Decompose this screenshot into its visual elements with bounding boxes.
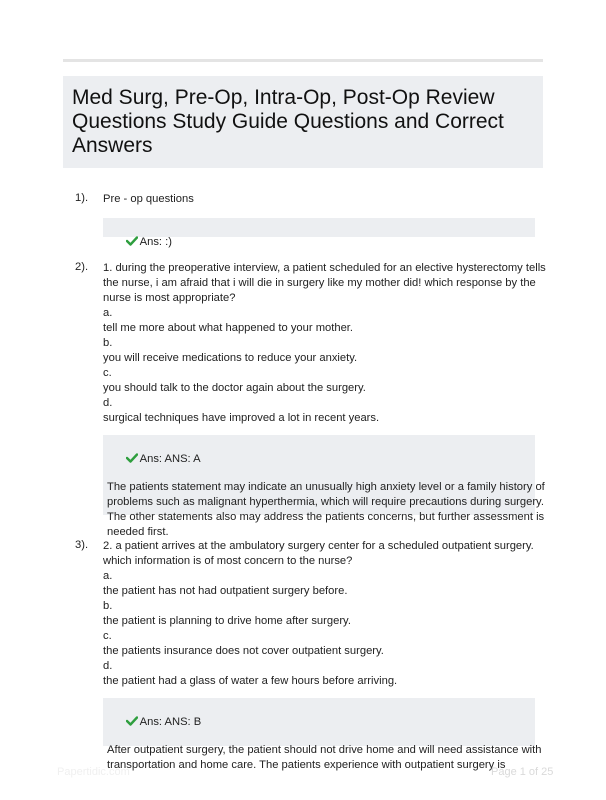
answer-label: Ans: ANS: A: [139, 453, 201, 465]
check-icon: [126, 236, 138, 246]
question-line: the nurse, i am afraid that i will die in surgery like my mother did! which response by the: [103, 277, 536, 289]
top-divider: [63, 59, 543, 62]
answer-explanation-line: needed first.: [107, 526, 169, 538]
document-title: Med Surg, Pre-Op, Intra-Op, Post-Op Review Questions Study Guide Questions and Correct Answers: [72, 86, 504, 157]
answer-explanation-line: The other statements also may address the patients concerns, but further assessment is: [107, 511, 545, 523]
option-letter: d.: [103, 397, 113, 409]
option-text: the patient is planning to drive home after surgery.: [103, 615, 351, 627]
option-text: surgical techniques have improved a lot in recent years.: [103, 412, 380, 424]
option-text: tell me more about what happened to your mother.: [103, 322, 354, 334]
question-line: which information is of most concern to the nurse?: [103, 555, 353, 567]
title-banner: [63, 76, 543, 168]
answer-explanation-line: problems such as malignant hyperthermia, which will require precautions during surgery.: [107, 496, 544, 508]
option-letter: a.: [103, 307, 113, 319]
option-letter: b.: [103, 600, 113, 612]
option-letter: b.: [103, 337, 113, 349]
footer-site-watermark: Papertidic.com: [57, 766, 130, 778]
question-1: [75, 192, 535, 248]
option-text: the patient has not had outpatient surgery before.: [103, 585, 348, 597]
answer-explanation-line: transportation and home care. The patients experience with outpatient surgery is: [107, 759, 506, 771]
question-line: nurse is most appropriate?: [103, 292, 236, 304]
question-3: [75, 539, 542, 771]
check-icon: [126, 453, 138, 463]
question-line: 2. a patient arrives at the ambulatory surgery center for a scheduled outpatient surgery.: [103, 540, 534, 552]
option-letter: c.: [103, 630, 112, 642]
question-number: 3).: [75, 539, 89, 551]
answer-label: Ans: ANS: B: [139, 716, 202, 728]
check-icon: [126, 716, 138, 726]
page-number: Page 1 of 25: [491, 766, 554, 778]
option-letter: c.: [103, 367, 112, 379]
question-2: [75, 261, 546, 538]
option-letter: d.: [103, 660, 113, 672]
answer-label-row: [107, 701, 531, 743]
question-body: [103, 192, 535, 207]
question-body: [103, 261, 546, 426]
question-number: 2).: [75, 261, 89, 273]
option-text: the patient had a glass of water a few hours before arriving.: [103, 675, 398, 687]
answer-label: Ans: :): [139, 236, 172, 248]
option-text: you will receive medications to reduce your anxiety.: [103, 352, 358, 364]
answer-box: [103, 698, 542, 771]
answer-explanation-line: After outpatient surgery, the patient should not drive home and will need assistance with: [107, 744, 542, 756]
option-text: the patients insurance does not cover outpatient surgery.: [103, 645, 384, 657]
answer-box: [103, 435, 545, 538]
answer-label-row: [107, 438, 531, 480]
question-line: 1. during the preoperative interview, a patient scheduled for an elective hysterectomy tells: [103, 262, 546, 274]
answer-box: [103, 218, 535, 248]
question-body: [103, 539, 535, 689]
option-text: you should talk to the doctor again about the surgery.: [103, 382, 366, 394]
question-line: Pre - op questions: [103, 193, 194, 205]
answer-explanation-line: The patients statement may indicate an unusually high anxiety level or a family history of: [107, 481, 545, 493]
question-number: 1).: [75, 192, 89, 204]
answer-label-row: [107, 221, 531, 263]
option-letter: a.: [103, 570, 113, 582]
